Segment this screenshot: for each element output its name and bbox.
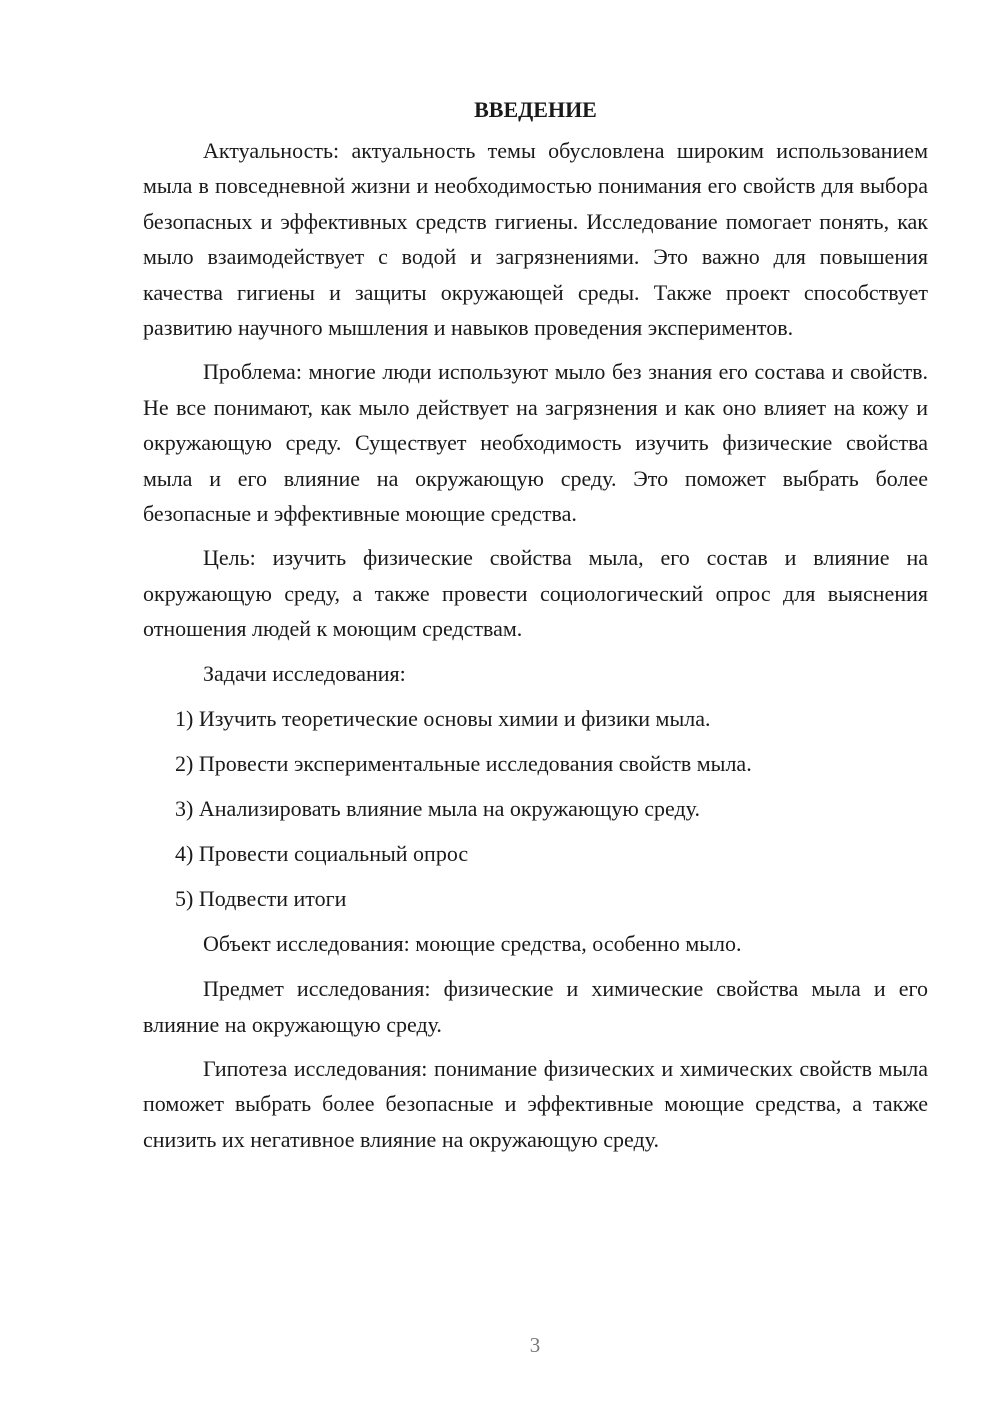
relevance-paragraph: Актуальность: актуальность темы обусловлена широким использованием мыла в повседневной жизни и необходимостью понимания его свойств для выбора безопасных и эффективных средств гигиены. Исследование помогает понять, как мыло взаимодействует с водой и загрязнениями. Это важно для повышения качества гигиены и защиты окружающей среды. Также проект способствует развитию научного мышления и навыков проведения экспериментов. (143, 138, 928, 341)
tasks-heading: Задачи исследования: (203, 660, 406, 686)
task-item: 4) Провести социальный опрос (175, 840, 469, 866)
task-item: 1) Изучить теоретические основы химии и физики мыла. (175, 705, 711, 731)
subject-paragraph: Предмет исследования: физические и химические свойства мыла и его влияние на окружающую среду. (143, 976, 928, 1037)
page-number: 3 (529, 1333, 541, 1357)
object-paragraph: Объект исследования: моющие средства, особенно мыло. (203, 930, 742, 956)
task-item: 2) Провести экспериментальные исследования свойств мыла. (175, 750, 752, 776)
hypothesis-paragraph: Гипотеза исследования: понимание физических и химических свойств мыла поможет выбрать более безопасные и эффективные моющие средства, а также снизить их негативное влияние на окружающую среду. (143, 1055, 928, 1152)
document-page (143, 92, 928, 1166)
task-item: 5) Подвести итоги (175, 885, 347, 911)
page-title: ВВЕДЕНИЕ (474, 97, 597, 122)
task-list (143, 701, 928, 916)
goal-paragraph: Цель: изучить физические свойства мыла, его состав и влияние на окружающую среду, а также провести социологический опрос для выяснения отношения людей к моющим средствам. (143, 545, 928, 642)
task-item: 3) Анализировать влияние мыла на окружающую среду. (175, 795, 700, 821)
problem-paragraph: Проблема: многие люди используют мыло без знания его состава и свойств. Не все понимают, как мыло действует на загрязнения и как оно влияет на кожу и окружающую среду. Существует необходимость изучить физические свойства мыла и его влияние на окружающую среду. Это поможет выбрать более безопасные и эффективные моющие средства. (143, 359, 928, 527)
